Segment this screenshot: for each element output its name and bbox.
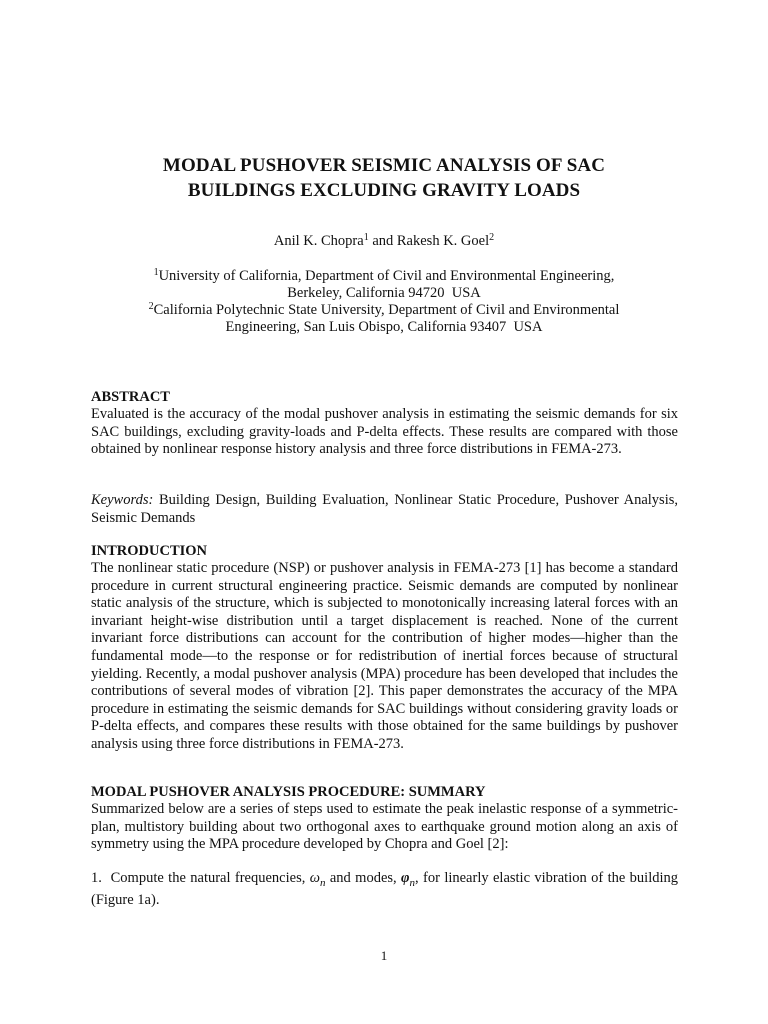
abstract-section — [91, 389, 678, 459]
phi-symbol: φ — [401, 870, 410, 886]
step-1-text-a: Compute the natural frequencies, — [101, 870, 310, 886]
omega-subscript: n — [319, 876, 326, 889]
abstract-heading: ABSTRACT — [91, 389, 170, 405]
abstract-text: Evaluated is the accuracy of the modal pushover analysis in estimating the seismic demands for six SAC buildings, excluding gravity-loads and P-delta effects. These results are compared with those obtained by nonlinear response history analysis and three force distributions in FEMA-273. — [91, 406, 678, 458]
step-1-number: 1. — [91, 870, 102, 886]
affiliation-1-mark: 1 — [153, 267, 159, 278]
affiliation-1-line-2: Berkeley, California 94720 USA — [287, 285, 481, 301]
author-2-affil-mark: 2 — [489, 232, 495, 243]
author-1-affil-mark: 1 — [363, 232, 369, 243]
summary-heading: MODAL PUSHOVER ANALYSIS PROCEDURE: SUMMARY — [91, 784, 486, 800]
affiliation-1-line-1: University of California, Department of Civil and Environmental Engineering, — [158, 268, 615, 284]
keywords-text: Building Design, Building Evaluation, Nonlinear Static Procedure, Pushover Analysis, Seismic Demands — [91, 492, 678, 526]
affiliation-1 — [90, 268, 678, 302]
affiliation-2-line-2: Engineering, San Luis Obispo, California 93407 USA — [225, 319, 543, 335]
introduction-section — [91, 543, 678, 754]
keywords-section — [91, 492, 678, 527]
step-1-text-c: , for linearly elastic vibration of the building (Figure 1a). — [91, 870, 679, 909]
omega-symbol: ω — [309, 870, 320, 886]
phi-subscript: n — [409, 876, 416, 889]
author-2: Rakesh K. Goel — [396, 233, 490, 249]
affiliation-2-mark: 2 — [148, 301, 154, 312]
page-number: 1 — [380, 948, 388, 963]
author-conjunction: and — [368, 233, 397, 249]
step-1-text-b: and modes, — [325, 870, 402, 886]
paper-title — [90, 153, 678, 203]
author-line — [90, 233, 678, 250]
summary-section — [91, 784, 678, 854]
step-1 — [91, 870, 678, 910]
keywords-label: Keywords: — [91, 492, 154, 508]
summary-text: Summarized below are a series of steps used to estimate the peak inelastic response of a symmetric-plan, multistory building about two orthogonal axes to earthquake ground motion along an axis of symmetry using the MPA procedure developed by Chopra and Goel [2]: — [91, 801, 678, 853]
introduction-text: The nonlinear static procedure (NSP) or pushover analysis in FEMA-273 [1] has become a standard procedure in current structural engineering practice. Seismic demands are computed by nonlinear static analysis of the structure, which is subjected to monotonically increasing lateral forces with an invariant height-wise distribution until a target displacement is reached. None of the current invariant force distributions can account for the contribution of higher modes—higher than the fundamental mode—to the response or for redistribution of inertial forces because of structural yielding. Recently, a modal pushover analysis (MPA) procedure has been developed that includes the contributions of several modes of vibration [2]. This paper demonstrates the accuracy of the MPA procedure in estimating the seismic demands for SAC buildings without considering gravity loads or P-delta effects, and compares these results with those obtained for the same buildings by pushover analysis using three force distributions in FEMA-273. — [91, 560, 678, 752]
title-line-2: BUILDINGS EXCLUDING GRAVITY LOADS — [187, 180, 581, 201]
affiliation-2-line-1: California Polytechnic State University, Department of Civil and Environmental — [153, 302, 620, 318]
introduction-heading: INTRODUCTION — [91, 543, 208, 559]
title-line-1: MODAL PUSHOVER SEISMIC ANALYSIS OF SAC — [162, 155, 606, 176]
affiliation-2 — [90, 302, 678, 336]
author-1: Anil K. Chopra — [273, 233, 364, 249]
